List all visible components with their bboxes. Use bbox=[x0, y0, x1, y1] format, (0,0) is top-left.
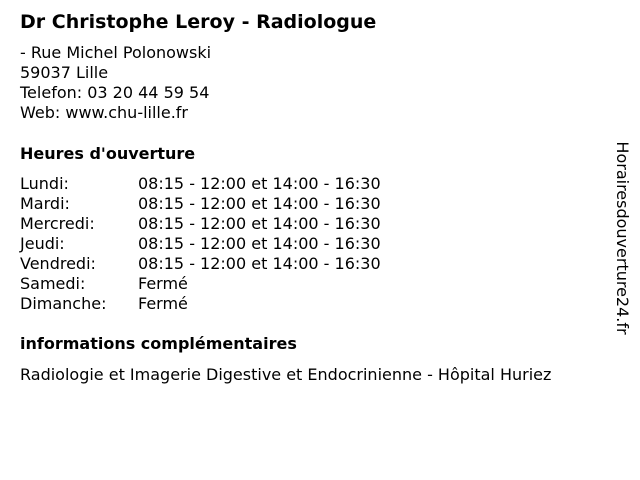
hours-value: 08:15 - 12:00 et 14:00 - 16:30 bbox=[138, 174, 381, 193]
hours-value: 08:15 - 12:00 et 14:00 - 16:30 bbox=[138, 214, 381, 233]
address-block bbox=[20, 43, 211, 123]
hours-value: Fermé bbox=[138, 274, 188, 293]
additional-info-text: Radiologie et Imagerie Digestive et Endocrinienne - Hôpital Huriez bbox=[20, 365, 552, 384]
day-label: Mardi: bbox=[20, 194, 70, 213]
hours-value: 08:15 - 12:00 et 14:00 - 16:30 bbox=[138, 234, 381, 253]
site-watermark: Horairesdouverture24.fr bbox=[613, 141, 632, 335]
day-label: Jeudi: bbox=[20, 234, 65, 253]
day-label: Vendredi: bbox=[20, 254, 96, 273]
hours-value: 08:15 - 12:00 et 14:00 - 16:30 bbox=[138, 254, 381, 273]
hours-row-friday bbox=[20, 254, 381, 274]
opening-hours-heading: Heures d'ouverture bbox=[20, 144, 196, 163]
hours-row-thursday bbox=[20, 234, 381, 254]
hours-row-tuesday bbox=[20, 194, 381, 214]
city: 59037 Lille bbox=[20, 63, 109, 82]
hours-value: Fermé bbox=[138, 294, 188, 313]
additional-info-heading: informations complémentaires bbox=[20, 334, 297, 353]
day-label: Samedi: bbox=[20, 274, 86, 293]
hours-value: 08:15 - 12:00 et 14:00 - 16:30 bbox=[138, 194, 381, 213]
day-label: Mercredi: bbox=[20, 214, 95, 233]
phone-number: Telefon: 03 20 44 59 54 bbox=[20, 83, 210, 102]
street-address: - Rue Michel Polonowski bbox=[20, 43, 212, 62]
opening-hours-table bbox=[20, 174, 381, 314]
page-title: Dr Christophe Leroy - Radiologue bbox=[20, 11, 377, 33]
website: Web: www.chu-lille.fr bbox=[20, 103, 189, 122]
hours-row-monday bbox=[20, 174, 381, 194]
day-label: Dimanche: bbox=[20, 294, 107, 313]
day-label: Lundi: bbox=[20, 174, 69, 193]
hours-row-wednesday bbox=[20, 214, 381, 234]
hours-row-sunday bbox=[20, 294, 381, 314]
hours-row-saturday bbox=[20, 274, 381, 294]
